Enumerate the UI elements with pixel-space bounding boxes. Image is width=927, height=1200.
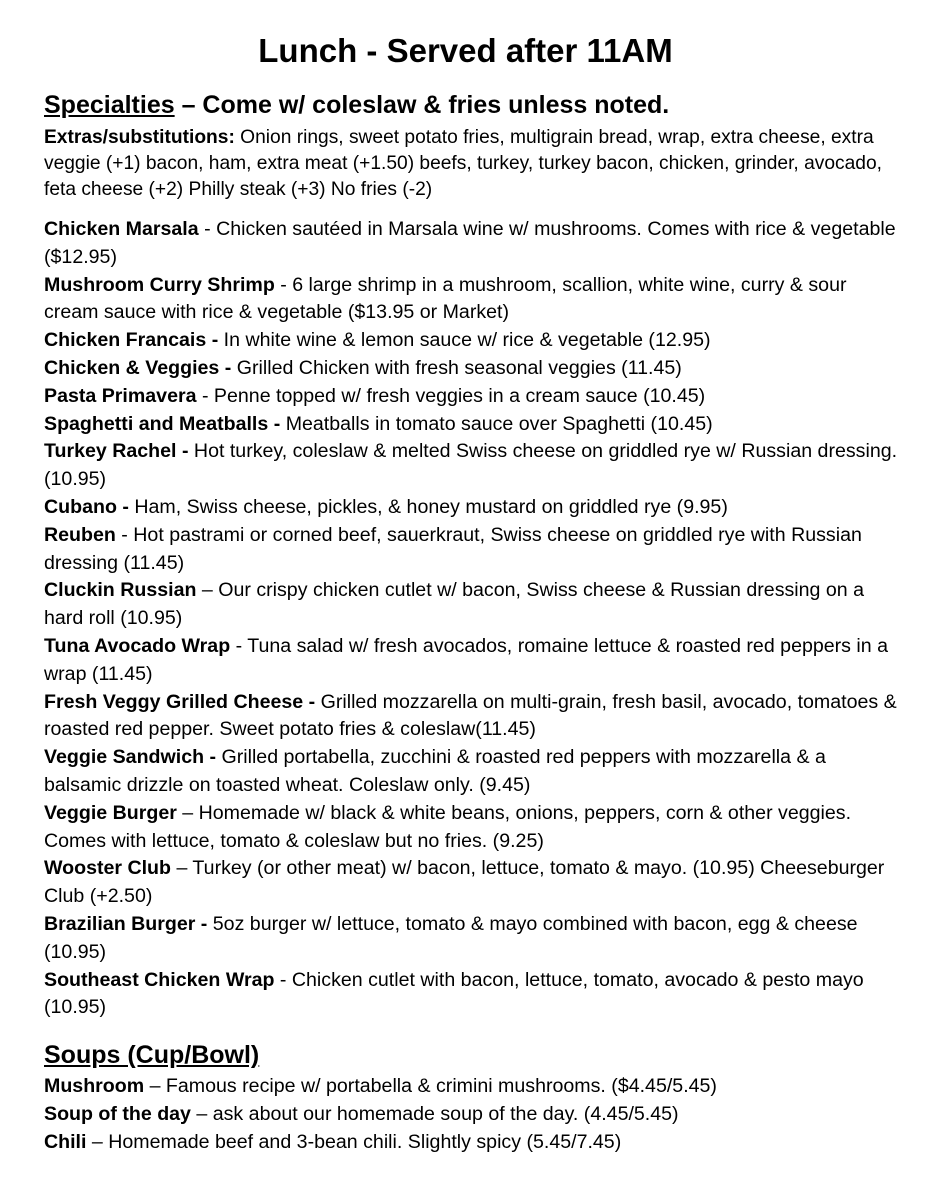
- item-name: Mushroom: [44, 1075, 145, 1097]
- item-name: Spaghetti and Meatballs -: [44, 412, 281, 435]
- item-description: Hot turkey, coleslaw & melted Swiss cheese on griddled rye w/ Russian dressing. (10.95): [44, 440, 898, 491]
- menu-item-reuben: [44, 522, 904, 578]
- item-description: - Chicken cutlet with bacon, lettuce, tomato, avocado & pesto mayo (10.95): [44, 968, 864, 1019]
- item-description: – Homemade beef and 3-bean chili. Slightly spicy (5.45/7.45): [86, 1130, 622, 1153]
- item-name: Pasta Primavera: [44, 384, 197, 407]
- menu-item-cluckin-russian: [44, 577, 904, 633]
- item-description: – Homemade w/ black & white beans, onions, peppers, corn & other veggies. Comes with lettuce, tomato & coleslaw but no fries. (9.25): [44, 801, 852, 852]
- item-description: – Our crispy chicken cutlet w/ bacon, Swiss cheese & Russian dressing on a hard roll (10.95): [44, 579, 865, 630]
- menu-item-chicken-marsala: [44, 216, 904, 272]
- menu-item-cubano: [44, 494, 904, 522]
- page-title: Lunch - Served after 11AM: [258, 32, 673, 69]
- specialties-heading: [44, 90, 669, 120]
- menu-item-veggie-burger: [44, 800, 904, 856]
- item-name: Soup of the day: [44, 1102, 191, 1125]
- soup-item-mushroom: [44, 1073, 904, 1101]
- menu-item-turkey-rachel: [44, 438, 904, 494]
- extras-label: Extras/substitutions:: [44, 127, 235, 148]
- menu-item-fresh-veggy-grilled-cheese: [44, 689, 904, 745]
- menu-item-southeast-chicken-wrap: [44, 967, 904, 1023]
- item-name: Cubano -: [44, 495, 129, 518]
- item-description: - Hot pastrami or corned beef, sauerkraut, Swiss cheese on griddled rye with Russian dressing (11.45): [44, 523, 862, 574]
- menu-item-wooster-club: [44, 855, 904, 911]
- item-name: Turkey Rachel -: [44, 440, 189, 463]
- soup-item-chili: [44, 1129, 904, 1157]
- menu-item-spaghetti-meatballs: [44, 411, 904, 439]
- specialties-heading-underlined: Specialties: [44, 91, 175, 119]
- item-description: - Penne topped w/ fresh veggies in a cream sauce (10.45): [196, 384, 706, 407]
- menu-item-veggie-sandwich: [44, 744, 904, 800]
- item-name: Chili: [44, 1130, 87, 1153]
- specialties-heading-note: – Come w/ coleslaw & fries unless noted.: [174, 91, 670, 119]
- item-name: Veggie Sandwich -: [44, 746, 217, 769]
- item-name: Cluckin Russian: [44, 579, 197, 602]
- extras-text: Onion rings, sweet potato fries, multigrain bread, wrap, extra cheese, extra veggie (+1) bacon, ham, extra meat (+1.50) beefs, turkey, turkey bacon, chicken, grinder, avocado, feta cheese (+2) Philly steak (+3) No fries (-2): [44, 127, 882, 200]
- item-description: - Chicken sautéed in Marsala wine w/ mushrooms. Comes with rice & vegetable ($12.95): [44, 218, 896, 268]
- item-name: Reuben: [44, 523, 116, 546]
- item-description: Grilled mozzarella on multi-grain, fresh basil, avocado, tomatoes & roasted red pepper. Sweet potato fries & coleslaw(11.45): [44, 690, 897, 741]
- menu-item-chicken-francais: [44, 327, 904, 355]
- item-description: Grilled portabella, zucchini & roasted red peppers with mozzarella & a balsamic drizzle on toasted wheat. Coleslaw only. (9.45): [44, 746, 826, 796]
- item-description: – Famous recipe w/ portabella & crimini mushrooms. ($4.45/5.45): [144, 1075, 717, 1097]
- item-name: Chicken Francais -: [44, 329, 219, 352]
- item-description: Grilled Chicken with fresh seasonal veggies (11.45): [231, 356, 682, 379]
- specialties-list: [44, 216, 904, 1022]
- item-description: – Turkey (or other meat) w/ bacon, lettuce, tomato & mayo. (10.95) Cheeseburger Club (+2.50): [44, 857, 885, 908]
- item-description: 5oz burger w/ lettuce, tomato & mayo combined with bacon, egg & cheese (10.95): [44, 912, 858, 963]
- item-name: Mushroom Curry Shrimp: [44, 273, 275, 296]
- menu-item-brazilian-burger: [44, 911, 904, 967]
- item-name: Southeast Chicken Wrap: [44, 968, 275, 991]
- soups-heading: [44, 1040, 259, 1070]
- item-name: Chicken & Veggies -: [44, 356, 232, 379]
- extras-substitutions: [44, 125, 904, 203]
- soups-list: [44, 1073, 904, 1156]
- item-description: - 6 large shrimp in a mushroom, scallion, white wine, curry & sour cream sauce with rice & vegetable ($13.95 or Market): [44, 273, 847, 324]
- item-description: In white wine & lemon sauce w/ rice & vegetable (12.95): [218, 329, 711, 352]
- item-name: Brazilian Burger -: [44, 912, 208, 935]
- item-name: Tuna Avocado Wrap: [44, 634, 231, 657]
- menu-item-pasta-primavera: [44, 383, 904, 411]
- soups-heading-text: Soups (Cup/Bowl): [44, 1041, 260, 1069]
- menu-item-chicken-veggies: [44, 355, 904, 383]
- item-description: Meatballs in tomato sauce over Spaghetti (10.45): [280, 412, 713, 435]
- item-name: Fresh Veggy Grilled Cheese -: [44, 690, 316, 713]
- item-description: Ham, Swiss cheese, pickles, & honey mustard on griddled rye (9.95): [128, 495, 728, 518]
- item-description: - Tuna salad w/ fresh avocados, romaine lettuce & roasted red peppers in a wrap (11.45): [44, 634, 889, 685]
- item-name: Veggie Burger: [44, 801, 177, 824]
- item-name: Chicken Marsala: [44, 218, 199, 240]
- menu-item-mushroom-curry-shrimp: [44, 272, 904, 328]
- menu-item-tuna-avocado-wrap: [44, 633, 904, 689]
- soup-item-soup-of-the-day: [44, 1101, 904, 1129]
- item-name: Wooster Club: [44, 857, 171, 880]
- item-description: – ask about our homemade soup of the day. (4.45/5.45): [190, 1102, 679, 1125]
